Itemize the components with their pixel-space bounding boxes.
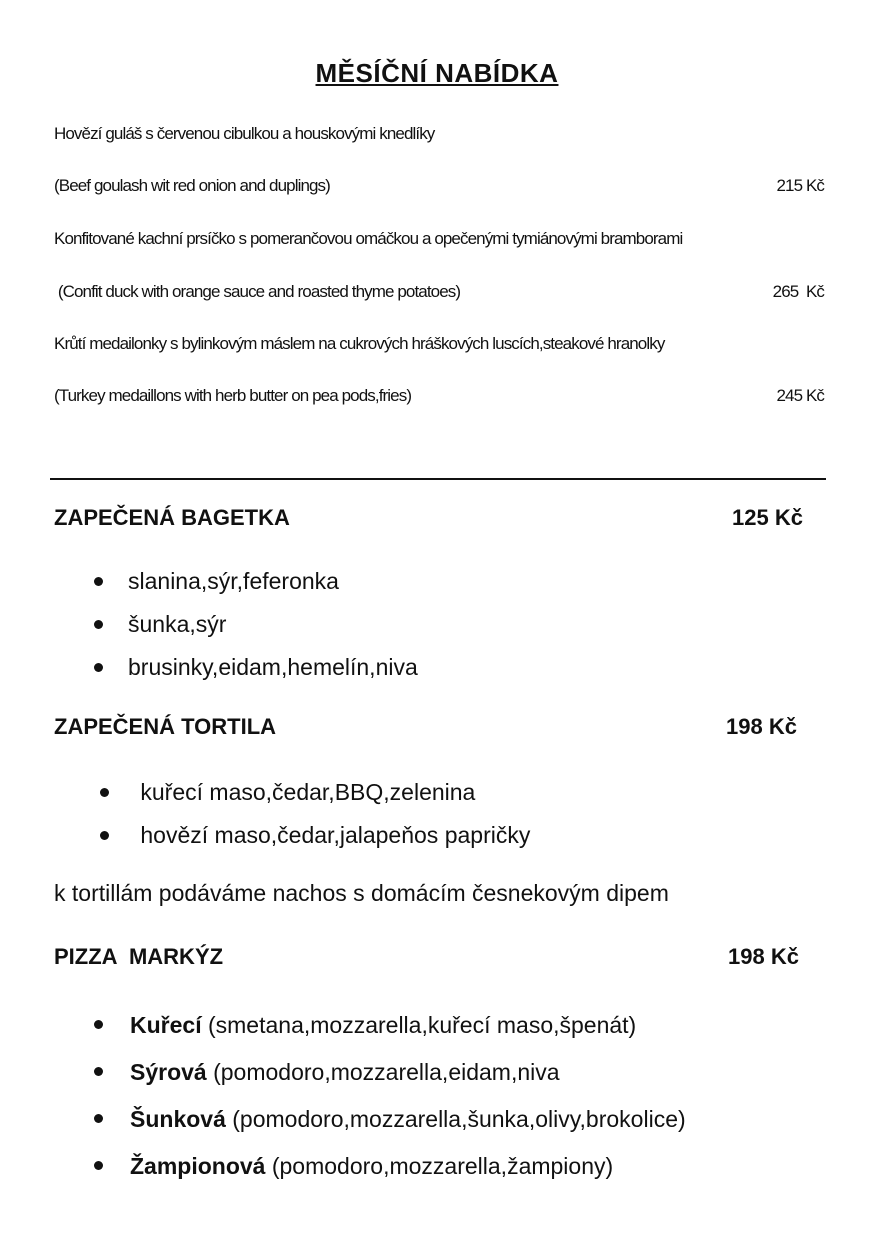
monthly-item-1-price: 215 Kč: [776, 176, 824, 195]
monthly-item-2-price: 265 Kč: [772, 282, 824, 301]
monthly-item-3-english-row: [54, 386, 824, 410]
bullet-icon: [100, 788, 109, 797]
bullet-icon: [94, 1067, 103, 1076]
list-item: [94, 1143, 686, 1190]
list-item: [94, 1049, 686, 1096]
monthly-item-3-price: 245 Kč: [776, 386, 824, 405]
list-item: [94, 1002, 686, 1049]
baguette-list: [94, 560, 418, 689]
pizza-list: [94, 1002, 686, 1190]
pizza-heading-row: [54, 944, 814, 974]
tortilla-price: 198 Kč: [726, 714, 797, 739]
monthly-item-2-czech: Konfitované kachní prsíčko s pomerančovou omáčkou a opečenými tymiánovými bramborami: [54, 229, 683, 248]
monthly-item-1-english-row: [54, 176, 824, 200]
list-item: slanina,sýr,feferonka: [94, 560, 418, 603]
pizza-price: 198 Kč: [728, 944, 799, 969]
bullet-icon: [94, 577, 103, 586]
baguette-heading: ZAPEČENÁ BAGETKA: [54, 505, 290, 530]
pizza-name: Kuřecí: [130, 1012, 202, 1038]
pizza-name: Sýrová: [130, 1059, 207, 1085]
bullet-icon: [94, 663, 103, 672]
bullet-icon: [94, 1020, 103, 1029]
list-item: hovězí maso,čedar,jalapeňos papričky: [100, 814, 530, 857]
monthly-item-3-english: (Turkey medaillons with herb butter on pea pods,fries): [54, 386, 412, 405]
bullet-icon: [94, 1114, 103, 1123]
section-divider: [50, 478, 826, 480]
pizza-ingredients: (smetana,mozzarella,kuřecí maso,špenát): [201, 1012, 637, 1038]
page-title: MĚSÍČNÍ NABÍDKA: [315, 58, 559, 88]
pizza-heading: PIZZA MARKÝZ: [54, 944, 224, 969]
monthly-item-3-czech: Krůtí medailonky s bylinkovým máslem na cukrových hráškových luscích,steakové hranolky: [54, 334, 665, 353]
pizza-ingredients: (pomodoro,mozzarella,šunka,olivy,brokolice): [225, 1106, 686, 1132]
list-item: brusinky,eidam,hemelín,niva: [94, 646, 418, 689]
pizza-ingredients: (pomodoro,mozzarella,eidam,niva: [206, 1059, 560, 1085]
monthly-item-1-czech: Hovězí guláš s červenou cibulkou a houskovými knedlíky: [54, 124, 435, 143]
pizza-name: Žampionová: [130, 1153, 266, 1179]
bullet-icon: [94, 620, 103, 629]
list-item: [94, 1096, 686, 1143]
pizza-name: Šunková: [130, 1106, 226, 1132]
pizza-ingredients: (pomodoro,mozzarella,žampiony): [265, 1153, 614, 1179]
tortilla-heading: ZAPEČENÁ TORTILA: [54, 714, 277, 739]
monthly-item-2-english-row: [54, 282, 824, 306]
monthly-item-1-english: (Beef goulash wit red onion and duplings): [54, 176, 330, 195]
list-item: šunka,sýr: [94, 603, 418, 646]
bullet-icon: [100, 831, 109, 840]
tortilla-list: [100, 771, 530, 857]
baguette-price: 125 Kč: [732, 505, 803, 530]
baguette-heading-row: [54, 505, 814, 535]
monthly-item-2-english: (Confit duck with orange sauce and roasted thyme potatoes): [54, 282, 461, 301]
tortilla-heading-row: [54, 714, 814, 744]
list-item: kuřecí maso,čedar,BBQ,zelenina: [100, 771, 530, 814]
bullet-icon: [94, 1161, 103, 1170]
tortilla-note: k tortillám podáváme nachos s domácím česnekovým dipem: [54, 880, 669, 906]
